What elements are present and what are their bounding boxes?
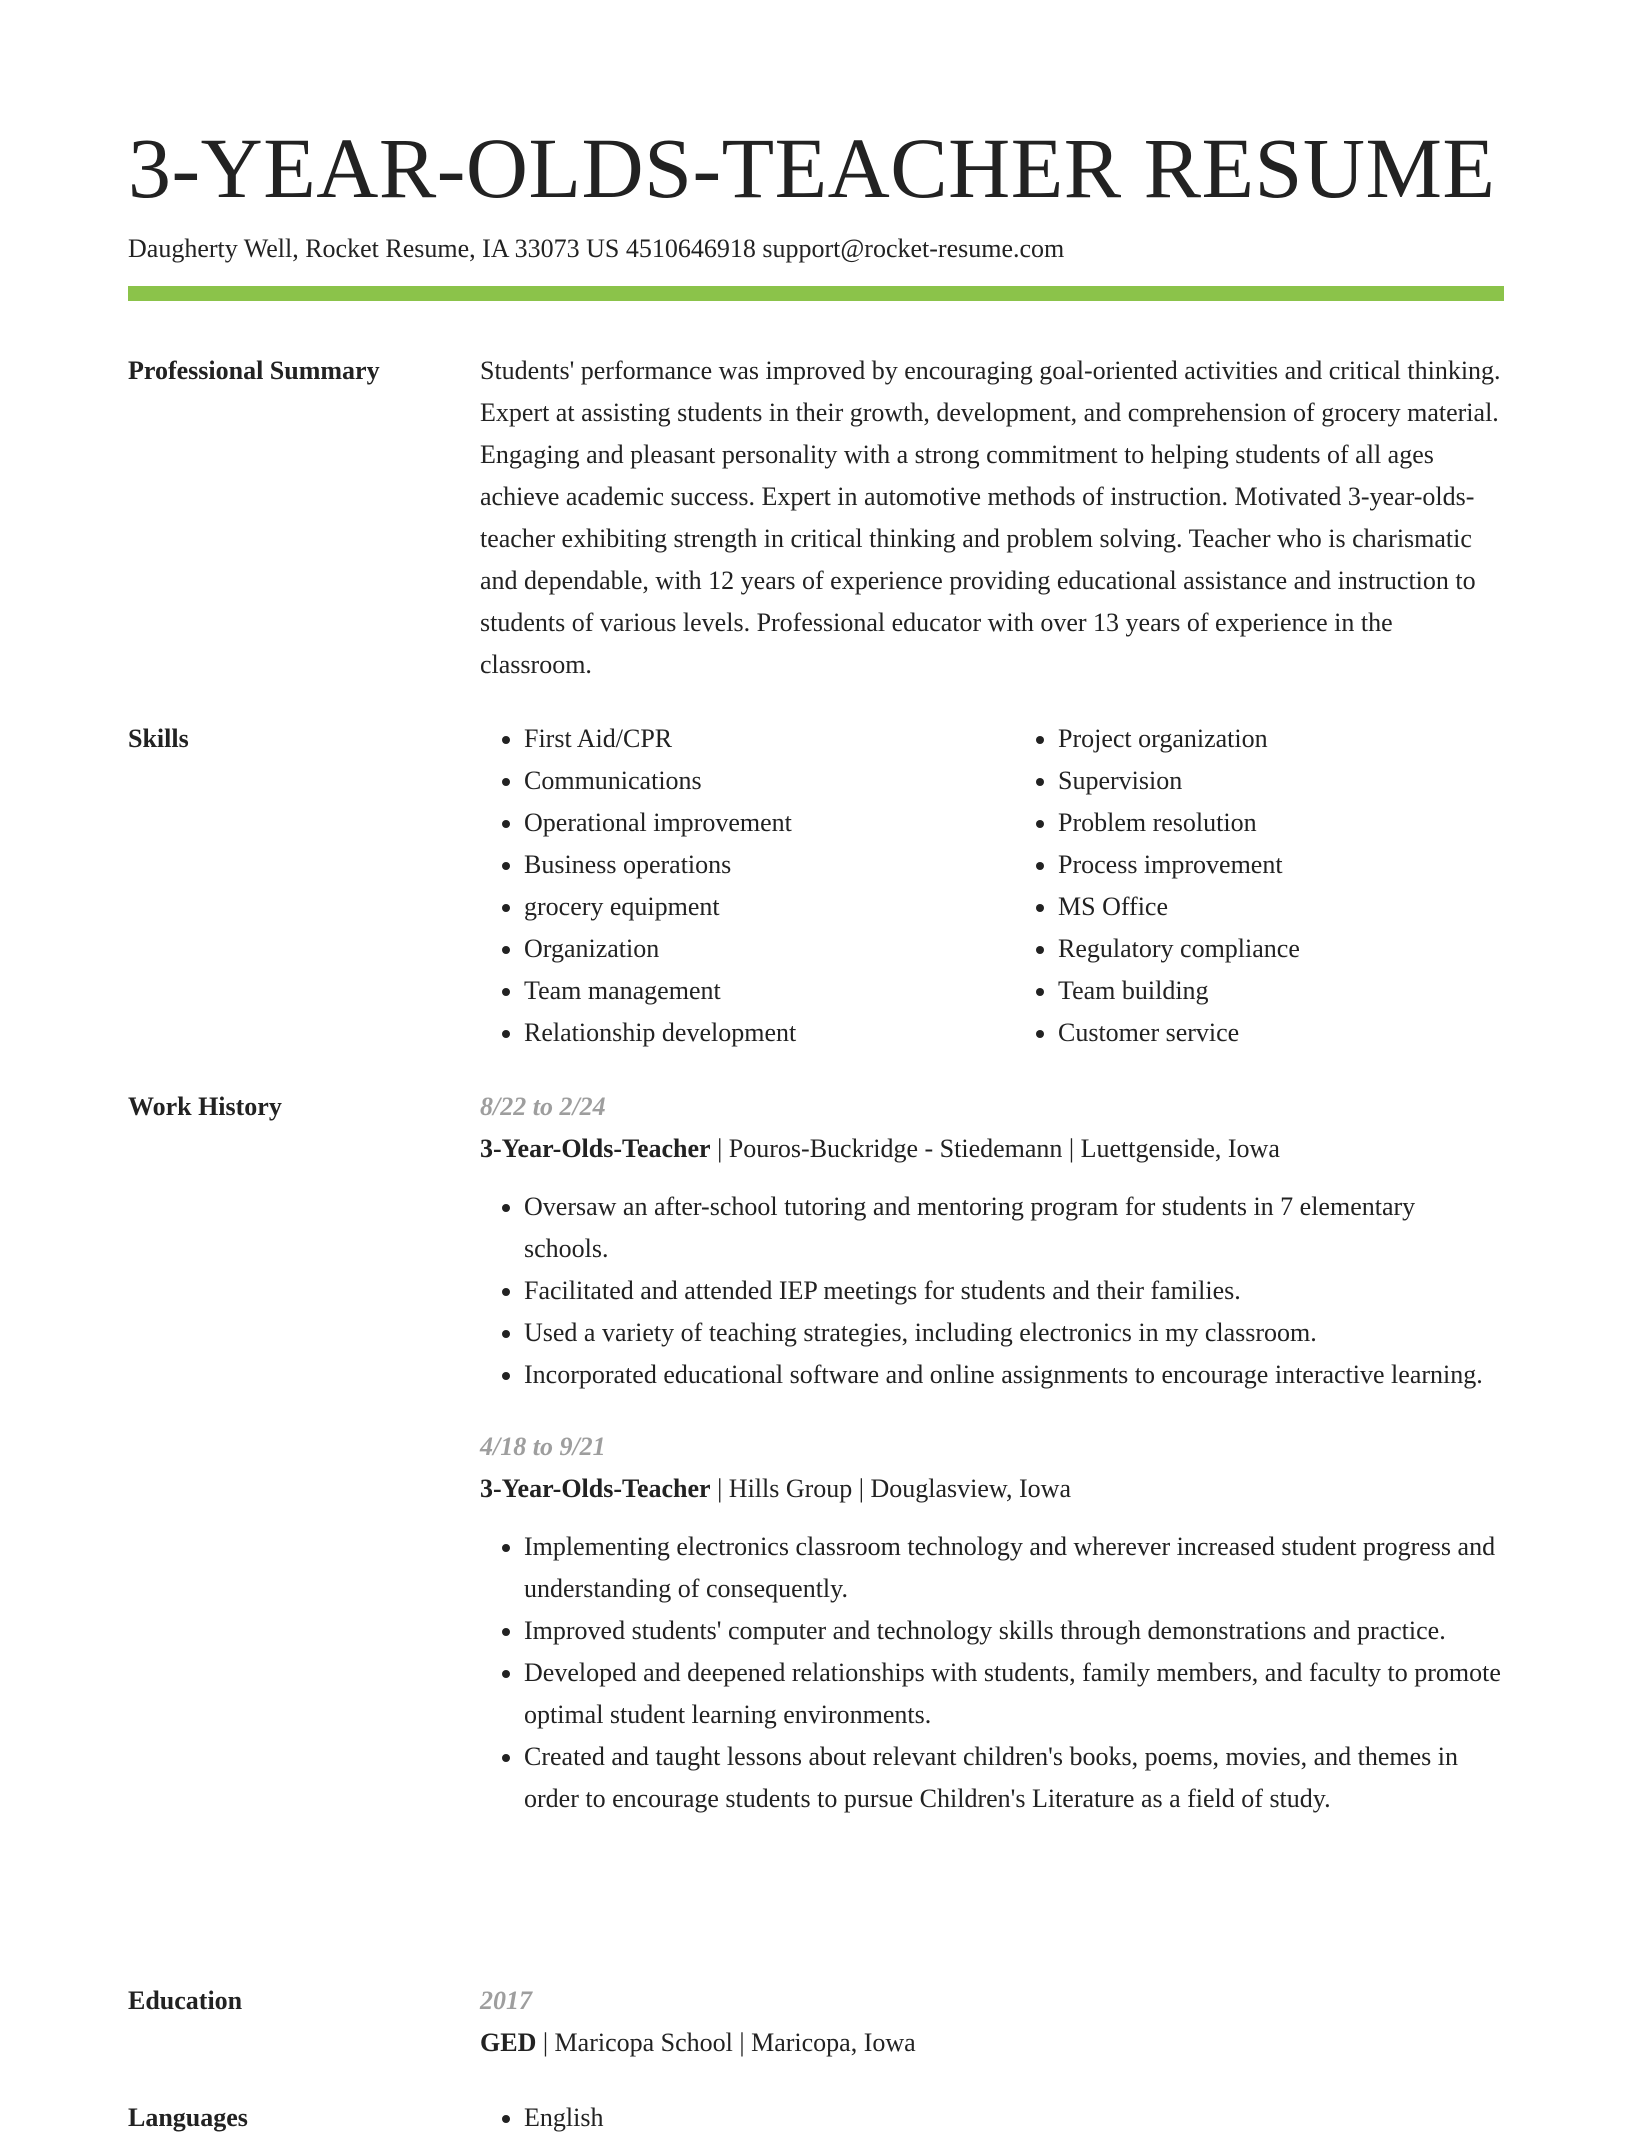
education-heading: Education	[128, 1986, 243, 2015]
skill-item: • Problem resolution	[1058, 802, 1504, 844]
job-employer-location: | Hills Group | Douglasview, Iowa	[710, 1474, 1071, 1503]
job-entry	[480, 1426, 1504, 1820]
skill-item: • Process improvement	[1058, 844, 1504, 886]
summary-section	[480, 350, 1504, 686]
job-date: 8/22 to 2/24	[480, 1092, 606, 1121]
skill-item: • Communications	[524, 760, 970, 802]
resume-title: 3-YEAR-OLDS-TEACHER RESUME	[128, 120, 1496, 216]
skill-item: • Supervision	[1058, 760, 1504, 802]
accent-divider	[128, 286, 1504, 301]
skill-item: • Project organization	[1058, 718, 1504, 760]
job-duties	[480, 1526, 1504, 1820]
skills-column-2	[1014, 718, 1504, 1054]
education-school-location: | Maricopa School | Maricopa, Iowa	[536, 2028, 916, 2057]
skill-item: • grocery equipment	[524, 886, 970, 928]
job-title-line	[480, 1468, 1504, 1510]
summary-heading: Professional Summary	[128, 356, 380, 385]
languages-list	[480, 2097, 1504, 2139]
skill-item: • Operational improvement	[524, 802, 970, 844]
job-title-line	[480, 1128, 1504, 1170]
job-duty: • Created and taught lessons about relevant children's books, poems, movies, and themes in order to encourage students to pursue Children's Literature as a field of study.	[524, 1736, 1504, 1820]
skill-item: • First Aid/CPR	[524, 718, 970, 760]
education-date: 2017	[480, 1986, 532, 2015]
job-role: 3-Year-Olds-Teacher	[480, 1474, 711, 1503]
job-duties	[480, 1186, 1504, 1396]
education-degree: GED	[480, 2028, 537, 2057]
job-duty: • Facilitated and attended IEP meetings for students and their families.	[524, 1270, 1504, 1312]
language-item: • English	[524, 2097, 1504, 2139]
languages-heading: Languages	[128, 2103, 248, 2132]
job-duty: • Implementing electronics classroom technology and wherever increased student progress and understanding of consequently.	[524, 1526, 1504, 1610]
job-duty: • Improved students' computer and technology skills through demonstrations and practice.	[524, 1610, 1504, 1652]
skills-section	[480, 718, 1504, 1054]
skill-item: • Regulatory compliance	[1058, 928, 1504, 970]
job-duty: • Developed and deepened relationships with students, family members, and faculty to promote optimal student learning environments.	[524, 1652, 1504, 1736]
languages-section	[480, 2097, 1504, 2139]
skill-item: • Team building	[1058, 970, 1504, 1012]
work-history-heading: Work History	[128, 1092, 282, 1121]
skill-item: • Relationship development	[524, 1012, 970, 1054]
skill-item: • Customer service	[1058, 1012, 1504, 1054]
work-history-section	[480, 1086, 1504, 1820]
skill-item: • Organization	[524, 928, 970, 970]
job-employer-location: | Pouros-Buckridge - Stiedemann | Luettgenside, Iowa	[710, 1134, 1280, 1163]
education-line	[480, 2022, 1504, 2064]
skill-item: • Team management	[524, 970, 970, 1012]
skills-column-1	[480, 718, 970, 1054]
job-duty: • Used a variety of teaching strategies, including electronics in my classroom.	[524, 1312, 1504, 1354]
job-entry	[480, 1086, 1504, 1396]
summary-text: Students' performance was improved by encouraging goal-oriented activities and critical thinking. Expert at assisting students in their growth, development, and comprehension of grocery material. Engaging and pleasant personality with a strong commitment to helping students of all ages achieve academic success. Expert in automotive methods of instruction. Motivated 3-year-olds-teacher exhibiting strength in critical thinking and problem solving. Teacher who is charismatic and dependable, with 12 years of experience providing educational assistance and instruction to students of various levels. Professional educator with over 13 years of experience in the classroom.	[480, 356, 1501, 679]
job-duty: • Incorporated educational software and online assignments to encourage interactive learning.	[524, 1354, 1504, 1396]
job-role: 3-Year-Olds-Teacher	[480, 1134, 711, 1163]
skill-item: • MS Office	[1058, 886, 1504, 928]
skills-heading: Skills	[128, 724, 189, 753]
skill-item: • Business operations	[524, 844, 970, 886]
job-date: 4/18 to 9/21	[480, 1432, 606, 1461]
job-duty: • Oversaw an after-school tutoring and mentoring program for students in 7 elementary schools.	[524, 1186, 1504, 1270]
contact-line: Daugherty Well, Rocket Resume, IA 33073 US 4510646918 support@rocket-resume.com	[128, 234, 1065, 263]
education-section	[480, 1980, 1504, 2064]
